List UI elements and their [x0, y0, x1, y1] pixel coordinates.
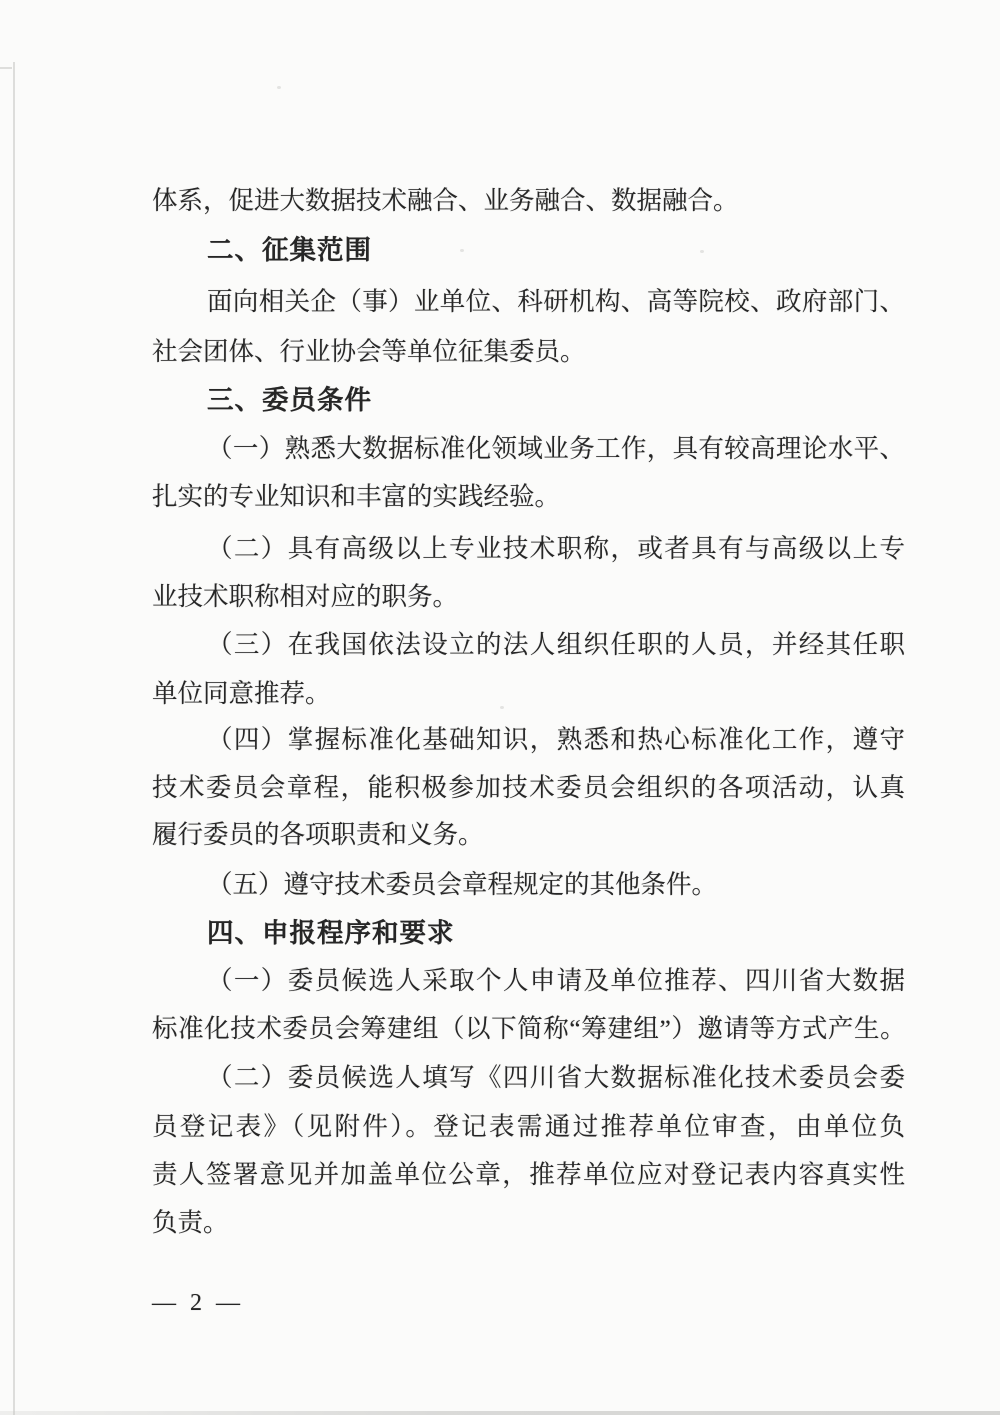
document-line: 面向相关企（事）业单位、科研机构、高等院校、政府部门、 [207, 287, 905, 316]
document-line: 负责。 [152, 1208, 229, 1237]
document-line: （四）掌握标准化基础知识，熟悉和热心标准化工作，遵守 [207, 725, 905, 754]
scan-artifact-vertical-line [13, 62, 15, 1415]
document-line: （一）委员候选人采取个人申请及单位推荐、四川省大数据 [207, 966, 905, 995]
document-line: 单位同意推荐。 [152, 679, 331, 708]
page-number: — 2 — [152, 1290, 244, 1316]
scan-artifact-notch [0, 67, 12, 69]
section-heading-4: 四、申报程序和要求 [207, 918, 455, 948]
document-line: 责人签署意见并加盖单位公章，推荐单位应对登记表内容真实性 [152, 1160, 905, 1189]
document-line: （二）委员候选人填写《四川省大数据标准化技术委员会委 [207, 1063, 905, 1092]
scan-speck [277, 86, 281, 89]
document-line: （三）在我国依法设立的法人组织任职的人员，并经其任职 [207, 630, 905, 659]
section-heading-2: 二、征集范围 [207, 235, 372, 265]
document-line: （五）遵守技术委员会章程规定的其他条件。 [207, 870, 718, 899]
document-line: （一）熟悉大数据标准化领域业务工作，具有较高理论水平、 [207, 434, 905, 463]
scan-artifact-bottom-edge [0, 1411, 1000, 1415]
document-line: 技术委员会章程，能积极参加技术委员会组织的各项活动，认真 [152, 773, 905, 802]
document-line: （二）具有高级以上专业技术职称，或者具有与高级以上专 [207, 534, 905, 563]
document-line: 体系，促进大数据技术融合、业务融合、数据融合。 [152, 186, 739, 215]
document-line: 业技术职称相对应的职务。 [152, 582, 459, 611]
document-line: 扎实的专业知识和丰富的实践经验。 [152, 482, 561, 511]
document-line: 社会团体、行业协会等单位征集委员。 [152, 337, 586, 366]
document-line: 员登记表》（见附件）。登记表需通过推荐单位审查，由单位负 [152, 1112, 905, 1141]
document-line: 标准化技术委员会筹建组（以下简称“筹建组”）邀请等方式产生。 [152, 1014, 905, 1043]
section-heading-3: 三、委员条件 [207, 385, 372, 415]
document-line: 履行委员的各项职责和义务。 [152, 820, 484, 849]
